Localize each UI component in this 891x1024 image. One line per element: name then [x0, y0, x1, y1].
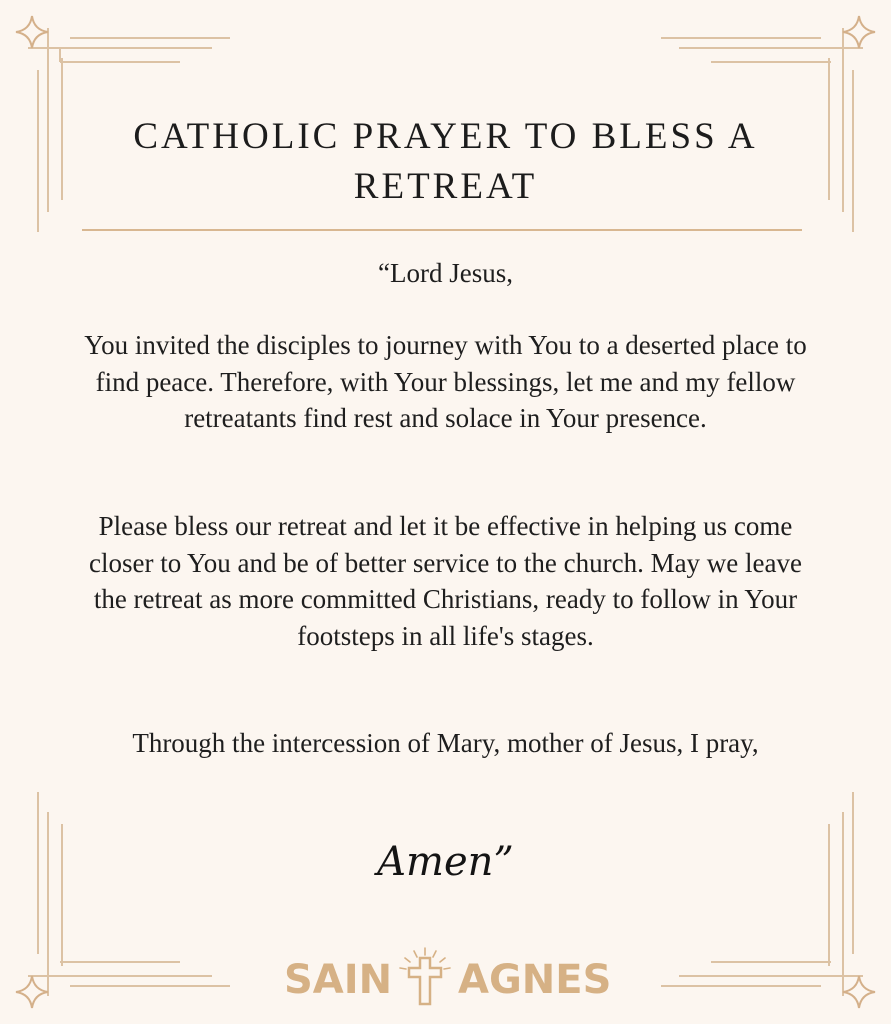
brand-logo [280, 946, 611, 1010]
prayer-paragraph-3: Through the intercession of Mary, mother of Jesus, I pray, [132, 728, 759, 758]
logo-text-right: AGNES [458, 957, 612, 1003]
prayer-paragraph-1: You invited the disciples to journey with You to a deserted place to find peace. Therefore, with Your blessings, let me and my fellow retreatants find rest and solace in Your presence. [84, 330, 807, 433]
cross-icon [395, 946, 455, 1008]
prayer-closing: Amen” [377, 839, 514, 885]
logo-text-left: SAIN [284, 957, 393, 1003]
page-title: CATHOLIC PRAYER TO BLESS A RETREAT [133, 116, 758, 207]
prayer-paragraph-2: Please bless our retreat and let it be effective in helping us come closer to You and be of better service to the church. May we leave the retreat as more committed Christians, ready to follow in Your footsteps in all life's stages. [88, 511, 802, 651]
title-divider [82, 229, 802, 231]
prayer-greeting: “Lord Jesus, [378, 258, 513, 288]
